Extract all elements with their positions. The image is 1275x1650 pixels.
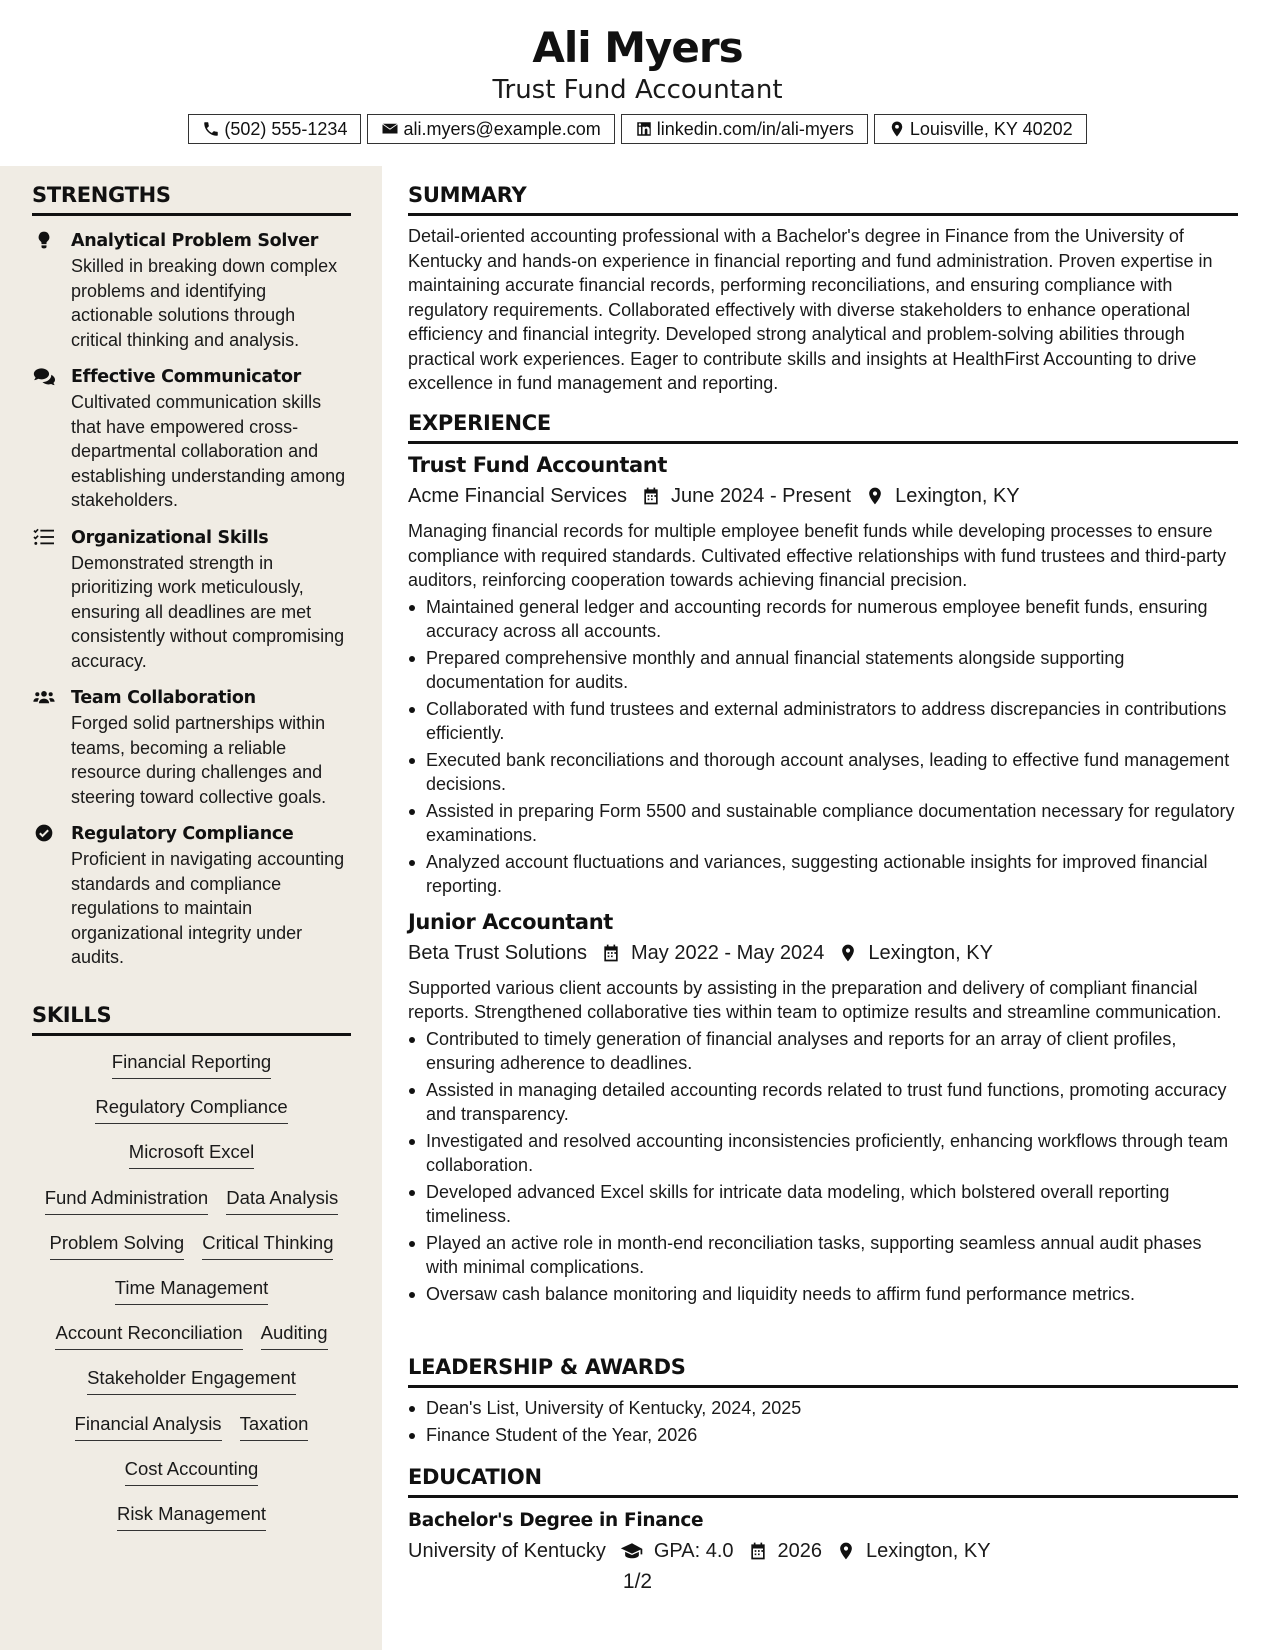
job-bullet: Assisted in preparing Form 5500 and sustainable compliance documentation necessary for regulatory examinations. (408, 799, 1238, 848)
strength-desc: Demonstrated strength in prioritizing work meticulously, ensuring all deadlines are met consistently without compromising accuracy. (71, 552, 345, 671)
education-location: Lexington, KY (866, 1540, 991, 1562)
candidate-title: Trust Fund Accountant (492, 75, 783, 105)
education-school: University of Kentucky (408, 1540, 606, 1562)
calendar-icon (601, 943, 621, 963)
job-company: Acme Financial Services (408, 485, 627, 507)
calendar-icon (641, 486, 661, 506)
users-icon (33, 687, 55, 707)
skill-tag: Cost Accounting (125, 1457, 259, 1486)
job-company: Beta Trust Solutions (408, 941, 587, 964)
skill-tag: Stakeholder Engagement (87, 1366, 296, 1395)
envelope-icon (381, 120, 399, 138)
map-pin-icon (836, 1541, 856, 1561)
graduation-cap-icon (620, 1541, 644, 1561)
job-bullet: Collaborated with fund trustees and external administrators to address discrepancies in contributions efficiently. (408, 697, 1238, 746)
awards-heading: LEADERSHIP & AWARDS (408, 1354, 1238, 1388)
job-description: Supported various client accounts by assisting in the preparation and delivery of compliant financial reports. Strengthened collaborative ties within team to optimize results and streamline communication. (408, 977, 1222, 1022)
skill-row (32, 1366, 351, 1411)
experience-heading: EXPERIENCE (408, 410, 1238, 444)
job-meta (408, 480, 1238, 512)
check-circle-icon (33, 823, 55, 843)
contact-linkedin[interactable] (621, 114, 868, 144)
skill-tag: Microsoft Excel (129, 1140, 254, 1169)
skill-tag: Data Analysis (226, 1186, 338, 1215)
contact-email[interactable] (367, 114, 614, 144)
candidate-name: Ali Myers (532, 23, 743, 72)
strength-desc: Cultivated communication skills that have empowered cross-departmental collaboration and establishing understanding among stakeholders. (71, 392, 346, 510)
job-bullets (408, 1027, 1238, 1307)
list-check-icon (33, 527, 55, 547)
job-bullet: Analyzed account fluctuations and variances, suggesting actionable insights for improved financial reporting. (408, 850, 1238, 899)
lightbulb-icon (33, 230, 55, 250)
skill-tag: Problem Solving (50, 1231, 185, 1260)
job-location: Lexington, KY (895, 485, 1020, 507)
job-bullet: Contributed to timely generation of financial analyses and reports for an array of client profiles, ensuring adherence to deadlines. (408, 1027, 1238, 1076)
map-pin-icon (865, 486, 885, 506)
education-meta (408, 1535, 1238, 1567)
summary-heading: SUMMARY (408, 182, 1238, 216)
summary-section (408, 182, 1238, 396)
job-bullets (408, 595, 1238, 899)
education-year: 2026 (777, 1540, 823, 1562)
strength-item (32, 525, 351, 674)
skill-row (32, 1457, 351, 1502)
skill-tag: Critical Thinking (202, 1231, 333, 1260)
phone-icon (202, 120, 220, 138)
award-item: Finance Student of the Year, 2026 (408, 1423, 1238, 1448)
awards-list (408, 1396, 1238, 1447)
job-bullet: Maintained general ledger and accounting records for numerous employee benefit funds, ensuring accuracy across all accounts. (408, 595, 1238, 644)
skill-tag: Financial Analysis (75, 1412, 222, 1441)
page-number: 1/2 (622, 1570, 653, 1593)
strength-item (32, 364, 351, 513)
education-gpa: GPA: 4.0 (653, 1540, 734, 1562)
strength-desc: Forged solid partnerships within teams, becoming a reliable resource during challenges and steering toward collective goals. (71, 713, 327, 807)
awards-section (408, 1354, 1238, 1447)
skill-row (32, 1050, 351, 1095)
comments-icon (33, 366, 55, 386)
job-bullet: Played an active role in month-end reconciliation tasks, supporting seamless annual audit phases with minimal complications. (408, 1231, 1238, 1280)
resume-header (0, 0, 1275, 166)
job-bullet: Oversaw cash balance monitoring and liquidity needs to affirm fund performance metrics. (408, 1282, 1238, 1307)
contact-phone[interactable] (188, 114, 361, 144)
contact-bar (0, 114, 1275, 144)
skill-tag: Time Management (115, 1276, 269, 1305)
skill-tag: Auditing (261, 1321, 328, 1350)
job-role: Junior Accountant (408, 909, 613, 934)
strength-name: Team Collaboration (71, 688, 256, 708)
skills-list (32, 1050, 351, 1547)
contact-location[interactable] (874, 114, 1087, 144)
job-description: Managing financial records for multiple employee benefit funds while developing processes to ensure compliance with required standards. Cultivated effective relationships with fund trustees and third-party auditors, reinforcing cooperation towards achieving financial precision. (408, 521, 1227, 590)
sidebar (0, 166, 382, 1650)
award-item: Dean's List, University of Kentucky, 2024, 2025 (408, 1396, 1238, 1421)
skill-row (32, 1321, 351, 1366)
skill-row (32, 1276, 351, 1321)
skill-tag: Fund Administration (45, 1186, 209, 1215)
job-bullet: Developed advanced Excel skills for intricate data modeling, which bolstered overall reporting timeliness. (408, 1180, 1238, 1229)
summary-text: Detail-oriented accounting professional with a Bachelor's degree in Finance from the University of Kentucky and hands-on experience in financial reporting and fund administration. Proven expertise in maintaining accurate financial records, performing reconciliations, and ensuring compliance with regulatory requirements. Collaborated effectively with diverse stakeholders to enhance operational efficiency and financial integrity. Developed strong analytical and problem-solving abilities through practical work experiences. Eager to contribute skills and insights at HealthFirst Accounting to drive excellence in fund management and reporting. (408, 226, 1213, 393)
education-degree: Bachelor's Degree in Finance (408, 1510, 704, 1531)
job-bullet: Prepared comprehensive monthly and annual financial statements alongside supporting documentation for audits. (408, 646, 1238, 695)
linkedin-icon (635, 120, 653, 138)
contact-email-text: ali.myers@example.com (403, 118, 601, 139)
skill-row (32, 1095, 351, 1140)
experience-section (408, 410, 1238, 1306)
skill-tag: Account Reconciliation (55, 1321, 242, 1350)
education-heading: EDUCATION (408, 1464, 1238, 1498)
job-bullet: Assisted in managing detailed accounting records related to trust fund functions, promoting accuracy and transparency. (408, 1078, 1238, 1127)
job-dates: June 2024 - Present (670, 485, 852, 507)
education-section (408, 1464, 1238, 1567)
contact-linkedin-text: linkedin.com/in/ali-myers (656, 118, 854, 139)
skill-row (32, 1502, 351, 1547)
skill-tag: Financial Reporting (112, 1050, 271, 1079)
skill-tag: Regulatory Compliance (95, 1095, 287, 1124)
job-dates: May 2022 - May 2024 (630, 941, 825, 964)
skills-section (32, 1002, 351, 1547)
map-pin-icon (838, 943, 858, 963)
strength-name: Effective Communicator (71, 367, 302, 387)
strength-name: Regulatory Compliance (71, 824, 294, 844)
strengths-section (32, 182, 351, 970)
job-bullet: Executed bank reconciliations and thorough account analyses, leading to effective fund management decisions. (408, 748, 1238, 797)
calendar-icon (748, 1541, 768, 1561)
skill-row (32, 1186, 351, 1231)
map-pin-icon (888, 120, 906, 138)
job-role: Trust Fund Accountant (408, 453, 667, 477)
strength-name: Analytical Problem Solver (71, 231, 319, 251)
skills-heading: SKILLS (32, 1002, 351, 1036)
strength-item (32, 821, 351, 970)
skill-row (32, 1412, 351, 1457)
job-bullet: Investigated and resolved accounting inconsistencies proficiently, enhancing workflows through team collaboration. (408, 1129, 1238, 1178)
skill-tag: Risk Management (117, 1502, 266, 1531)
job-location: Lexington, KY (868, 941, 993, 964)
strength-name: Organizational Skills (71, 527, 269, 548)
strength-item (32, 685, 351, 809)
job-entry (408, 907, 1238, 1307)
job-entry (408, 450, 1238, 899)
strength-item (32, 228, 351, 352)
skill-row (32, 1140, 351, 1185)
strengths-heading: STRENGTHS (32, 182, 351, 216)
contact-location-text: Louisville, KY 40202 (909, 118, 1073, 139)
skill-tag: Taxation (240, 1412, 309, 1441)
strength-desc: Skilled in breaking down complex problems and identifying actionable solutions through critical thinking and analysis. (71, 256, 338, 350)
skill-row (32, 1231, 351, 1276)
contact-phone-text: (502) 555-1234 (224, 118, 348, 139)
job-meta (408, 937, 1238, 969)
strength-desc: Proficient in navigating accounting standards and compliance regulations to maintain organizational integrity under audits. (71, 849, 345, 967)
